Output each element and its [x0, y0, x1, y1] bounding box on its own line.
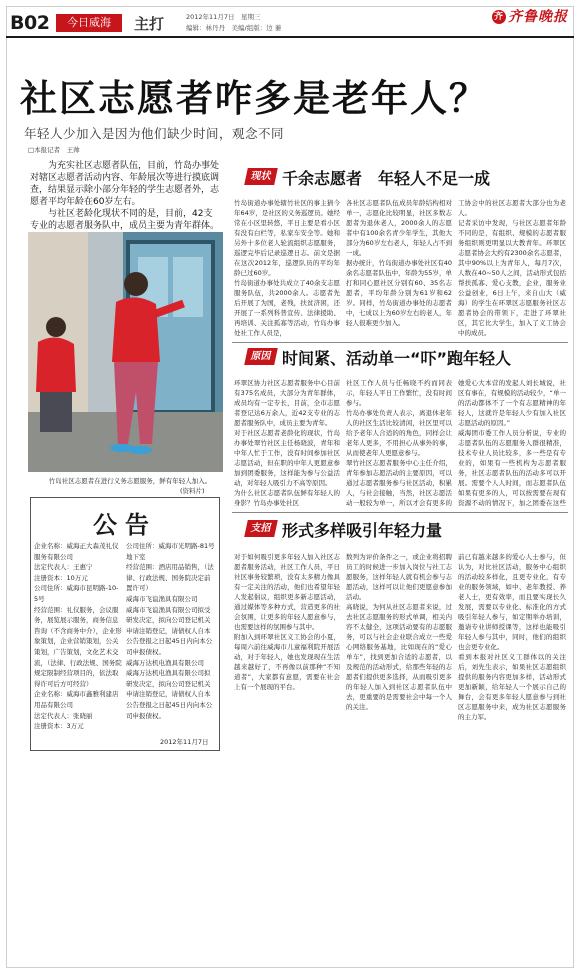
section-advice-column-3: 前已有越来越多的爱心人士参与，但认为，对比社区活动，服务中心组织的活动较多样化，且更专业化，有专业的服务领域，如中、老年教授、养老人士，更有效率，而且要实现长久发展，需要以专业化、标准化的方式吸引年轻人参与，如定期举办培训，邀请专业讲师授课等，这样也能吸引年轻人参与其中，同时，他们的组织也会更专业化。 看到本报对社区义工群体以的关注后，刘先生表示，如果社区志愿组织提供的服务内容更加多样，活动形式更加新颖，给年轻人一个展示自己的舞台，会有更多年轻人愿意参与到社区志愿服务中来，成为社区志愿服务的主力军。: [458, 553, 566, 721]
section-cause-column-1: 环翠区协力社区志愿者服务中心目前有375名成员，大部分为青年群体，成员均有一定专长，目前，全市志愿者登记达6万余人，近42支专业的志愿者服务队中，成员主要为青年。 对于社区志愿者老龄化的现状，竹岛办事处翠竹社区主任杨晓波，青年和中年人忙于工作，没有时间参加社区志愿活动，但在职的中年人更愿意参加到团委服务，这样能为参与公益活动，对年轻人吸引力不高等原因。 为什么社区志愿者队伍鲜有年轻人的身影？竹岛办事处社区: [234, 379, 340, 507]
subheadline: 年轻人少加入是因为他们缺少时间，观念不同: [24, 126, 285, 141]
issue-date: 2012年11月7日 星期三: [186, 13, 261, 21]
news-photo: [28, 232, 223, 472]
editor-credits: 编辑：林丹丹 美编/组版：边 蓁: [186, 24, 282, 32]
section-title-status: 千余志愿者 年轻人不足一成: [282, 169, 491, 188]
newspaper-logo: [492, 6, 568, 26]
section-divider: [232, 512, 568, 513]
page-number: B02: [10, 12, 50, 34]
section-tag-status: 现状: [244, 168, 278, 185]
section-tag-cause: 原因: [244, 348, 278, 365]
section-cause-column-2: 社区工作人员与任畅晓不约而同表示，年轻人平日工作繁忙，没有时间参与。 竹岛办事处负责人表示，离退休老年人的社区生活比较清闲，社区里可以给予老年人合适的的角色，同样会让老年人更多，不用担心从事外的事，从而使老年人更愿意参与。 翠竹社区志愿者服务中心主任介绍，青年参加志愿活动的主要原因，可以通过志愿者服务参与社区活动，积累人，与社会接触，当然，社区志愿活动一般较为单一，所以才会有更多的: [346, 379, 452, 507]
notice-date: 2012年11月7日: [160, 738, 209, 746]
logo-emblem-icon: 齐: [493, 12, 504, 22]
section-label: 今日威海: [56, 14, 122, 32]
logo-text: 齐鲁晚报: [508, 9, 568, 25]
volunteers-photo-icon: [28, 232, 223, 472]
photo-credit: (资料片): [180, 487, 205, 495]
section-title-advice: 形式多样吸引年轻力量: [282, 521, 443, 540]
notice-column-2: 公司住所：威海市光明路-81号地下室 经营范围：酒店用品销售，（法律、行政法规、国务院决定前置许可） 威海市飞谊渔具有限公司 威海市飞谊渔具有限公司拟受研发决定，拟向公司登记机关申请注销登记，请债权人自本公告登报之日起45日内向本公司申报债权。 威海万达机电渔具有限公司 威海万达机电渔具有限公司拟研发决定，拟向公司登记机关申请注销登记，请债权人自本公告登报之日起45日内向本公司申报债权。: [126, 542, 215, 720]
section-advice-column-1: 对于如何吸引更多年轻人加入社区志愿者服务活动，社区工作人员，平日社区事务较繁琐，没有太多精力像具有一定关注的活动，他们也希望年轻人发起倡议，组织更多新志愿活动，通过媒体等多种方式，营造更多的社会氛围，让更多的年轻人愿意参与，也需要这样的氛围参与其中。 附加入到环翠社区义工协会的小夏，每周六前往威海市儿童福利院开展活动，对于年轻人，她也发现现在生活越来越好了，不再像以前那种“不知道者”，大家都有意愿，需要在社会上有一个展现的平台。: [234, 553, 340, 691]
section-status-column-3: 工协会中的社区志愿者大部分也为老人。 记者采访中发现，与社区志愿者年龄不同的是，有组织、规模的志愿者服务组织则更明显以大教青年。环翠区志愿者协会大约有2300余名志愿者，其中90%以上为青年人，每月7次，人数在40~50人之间，活动形式包括帮扶孤寡、爱心支教，企业，服务业公益创业，6日上午，来自山大（威海）的学生在环翠区志愿服务社区志愿者协会的带领下，走进了环翠社区，其它比大学生，加入了义工协会中的成员。: [458, 199, 566, 337]
section-cause-column-3: 她爱心大本营的发起人刘长城说，社区有事在，有规模的活动较少，“单一的活动都体不了一个有志愿精神的年轻人，这就许是年轻人少有加入社区志愿活动的原因。” 威海团市委工作人员分析说，专业的志愿者队伍的志愿服务人群很精准，技术专业人员比较多，多一些是有专业的，如果有一些机构为志愿者服务，社区志愿者队伍的活动多可以开展。需要个人人时间，而志愿者队伍如果有更多的人，可以按需要在现有资源不动的情况下，加之团委在这些: [458, 379, 566, 507]
lead-paragraph-2: 与社区老龄化现状不同的是，目前，42支专业的志愿者服务队中，成员主要为青年群体。: [30, 209, 220, 231]
notice-column-1: 企业名称：威海正大森茂礼仪服务有限公司 法定代表人：王惠宁 注册资本：10万元 公司住所：威海市昆明路-10-5号 经营范围：礼仪服务，会议服务，展览展示服务，商务信息咨询（不含商务中介），企业形象策划，企业营销策划，公关策划，广告策划，文化艺术交流，（法律、行政法规、国务院规定限制经营项目的，依法取得许可后方可经营） 企业名称：威海市鑫雅利建店用品有限公司 法定代表人：张晓丽 注册资本：3万元: [34, 542, 122, 731]
masthead-rule: [6, 36, 574, 38]
section-tag-advice: 支招: [244, 520, 278, 537]
section-status-column-1: 竹岛街道办事处辖竹社区的事主猜今年64岁，是社区的义务巡逻员。她经常在小区里转悠，平日主要是看小区有没有白栏等，私家车安全等。她和另外十多位老人轮流组织志愿服务，巡逻完毕后记录巡逻日志。前文是据在这次2012年，巡逻队员的平均年龄已过60岁。 竹岛街道办事处共成立了40余支志愿服务队伍，共2000余人。志愿者先后开展了为国，老残，扶贫济困，还开展了一系列科普宣传、法律援助、再培训、关注孤寡等活动，竹岛办事处社工作人员是，: [234, 199, 340, 337]
notice-title: 公告: [93, 511, 157, 539]
photo-caption: 竹岛社区志愿者在进行义务志愿服务，鲜有年轻人加入。: [48, 477, 212, 485]
column-label: 主打: [134, 15, 165, 33]
byline: □本报记者 王帅: [28, 146, 80, 154]
section-status-column-2: 各社区志愿者队伍成员年龄结构相对单一，志愿化比较明显，社区多数志愿者为退休老人，2000余人的志愿者中有100余名青少年学生，其他大部分为60岁左右老人，年轻人占不到一成。 据办统计，竹岛街道办事处社区有40余名志愿者队伍中，年龄为55岁，单打和同心愿社区分别有60、35名志愿者，平均年龄分别为61岁和62岁。同样，竹岛街道办事处的志愿者中，七成以上为60岁左右的老人，年轻人很难更少加入。: [346, 199, 452, 327]
section-advice-column-2: 数列为评价条件之一，或企业将招聘员工的时候进一步加入岗位与社工志愿服务，这样年轻人就有机会参与志愿活动，这样可以让他们更愿意参加活动。 高晓说，为何从社区志愿者来说，过去社区志愿服务的形式单调，相关内容不太健全，这项活动要有的志愿服务，可以与社会企业联合成立一些爱心网络服务基地，比如现在的“爱心单车”，找到更加合适的志愿者，以及规范的活动形式，给那些年轻的志愿者们提供更多选择，从而吸引更多的年轻人加入到社区志愿者队伍中去，更重要的是需要社会中每一个人的关注。: [346, 553, 452, 711]
section-title-cause: 时间紧、活动单一“吓”跑年轻人: [282, 349, 512, 368]
lead-paragraph: 为充实社区志愿者队伍，目前，竹岛办事处对辖区志愿者活动内容、年龄展次等进行摸底调查，结果显示除小部分年轻的学生志愿者外，志愿者平均年龄在60岁左右。: [30, 161, 220, 207]
section-divider: [232, 342, 568, 343]
headline: 社区志愿者咋多是老年人？: [20, 77, 488, 120]
